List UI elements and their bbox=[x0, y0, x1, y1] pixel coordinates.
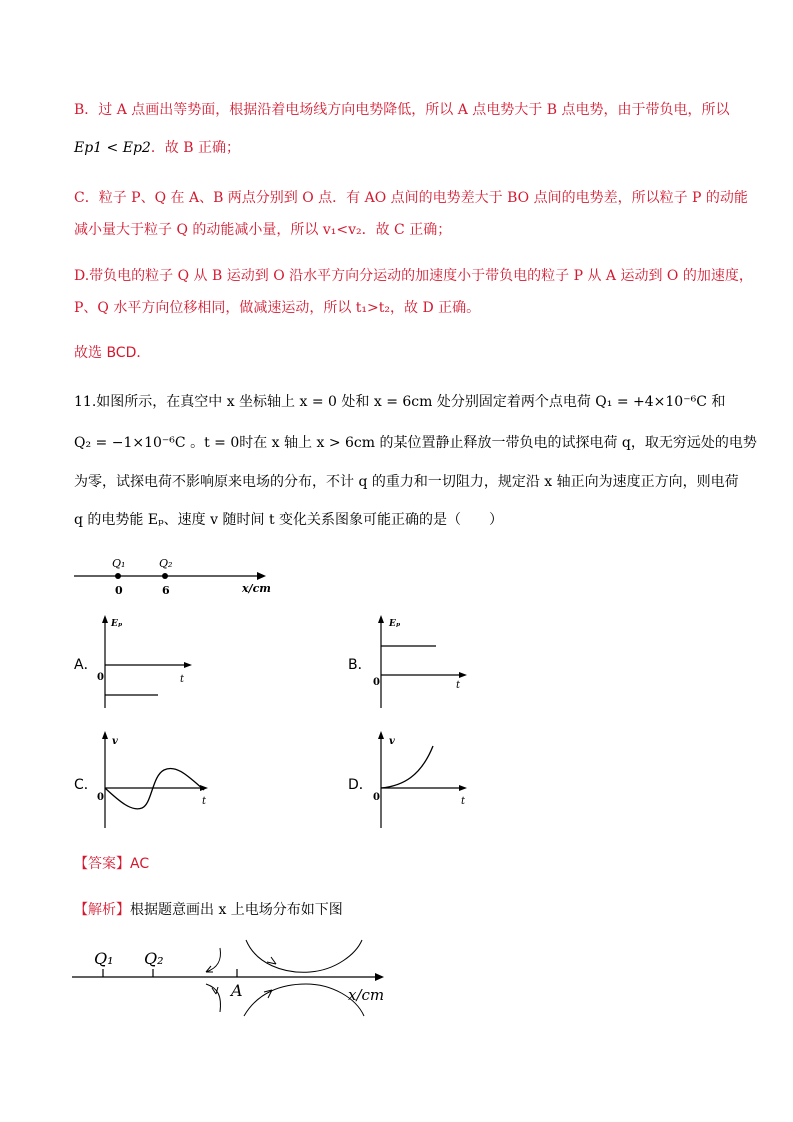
origin-label: 0 bbox=[97, 672, 104, 683]
analysis-line bbox=[74, 898, 724, 922]
unit-label: x/cm bbox=[348, 986, 385, 1004]
option-c-label: C． bbox=[74, 777, 98, 793]
charge-axis-figure bbox=[70, 552, 280, 602]
y-label: v bbox=[112, 736, 118, 747]
axis-arrow bbox=[375, 973, 384, 981]
q1-label: Q₁ bbox=[94, 949, 114, 968]
explanation-b-tail: ．故 B 正确； bbox=[150, 140, 241, 156]
q2-label: Q₂ bbox=[159, 557, 173, 570]
q1-charge-dot bbox=[115, 573, 121, 579]
y-label: v bbox=[389, 736, 395, 747]
y-label: Eₚ bbox=[111, 619, 123, 629]
option-b-graph bbox=[367, 612, 477, 712]
tick-6-label: 6 bbox=[162, 584, 170, 597]
t-axis-arrow bbox=[459, 672, 467, 678]
analysis-tag: 【解析】 bbox=[74, 902, 130, 918]
option-c-graph bbox=[92, 728, 217, 830]
field-figure bbox=[66, 932, 396, 1028]
option-d-label: D． bbox=[348, 777, 373, 793]
point-a-label: A bbox=[231, 981, 243, 1000]
explanation-c-line2: 减小量大于粒子 Q 的动能减小量，所以 v₁<v₂．故 C 正确； bbox=[74, 222, 452, 238]
velocity-curve bbox=[381, 746, 433, 788]
field-line-left-lower bbox=[206, 984, 220, 1012]
explanation-c-line1: C．粒子 P、Q 在 A、B 两点分别到 O 点．有 AO 点间的电势差大于 BO 点间的电势差，所以粒子 P 的动能 bbox=[74, 190, 748, 206]
answer-line bbox=[74, 852, 724, 876]
tick-0-label: 0 bbox=[115, 584, 123, 597]
explanation-d-line1: D.带负电的粒子 Q 从 B 运动到 O 沿水平方向分运动的加速度小于带负电的粒子 P 从 A 运动到 O 的加速度， bbox=[74, 268, 753, 284]
option-d-graph bbox=[367, 728, 477, 830]
explanation-conclusion: 故选 BCD． bbox=[74, 345, 151, 361]
y-axis-arrow bbox=[378, 731, 384, 739]
explanation-d-line2: P、Q 水平方向位移相同，做减速运动，所以 t₁>t₂，故 D 正确。 bbox=[74, 300, 481, 316]
arrow-left-lower bbox=[212, 987, 218, 994]
x-label: t bbox=[461, 796, 466, 807]
option-a-label: A． bbox=[74, 657, 98, 673]
answer-tag: 【答案】 bbox=[74, 856, 130, 872]
question-line4: q 的电势能 Eₚ、速度 v 随时间 t 变化关系图象可能正确的是（ ） bbox=[74, 512, 504, 528]
q2-label: Q₂ bbox=[144, 949, 164, 968]
origin-label: 0 bbox=[97, 792, 104, 803]
y-axis-arrow bbox=[378, 615, 384, 623]
y-axis-arrow bbox=[102, 615, 108, 623]
unit-label: x/cm bbox=[242, 582, 271, 595]
t-axis-arrow bbox=[459, 785, 467, 791]
x-label: t bbox=[202, 796, 207, 807]
explanation-b-line2 bbox=[74, 136, 724, 160]
origin-label: 0 bbox=[373, 677, 380, 688]
ep-formula: Ep1 < Ep2 bbox=[74, 140, 151, 156]
y-label: Eₚ bbox=[389, 619, 401, 629]
velocity-curve bbox=[105, 768, 204, 808]
origin-label: 0 bbox=[373, 792, 380, 803]
x-label: t bbox=[456, 680, 461, 691]
arrow-right-upper bbox=[267, 957, 276, 964]
question-line1: 11.如图所示，在真空中 x 坐标轴上 x = 0 处和 x = 6cm 处分别固定着两个点电荷 Q₁ = +4×10⁻⁶C 和 bbox=[74, 394, 726, 410]
q1-label: Q₁ bbox=[112, 557, 126, 570]
field-line-left-upper bbox=[206, 948, 220, 972]
question-line3: 为零，试探电荷不影响原来电场的分布，不计 q 的重力和一切阻力，规定沿 x 轴正向为速度正方向，则电荷 bbox=[74, 474, 739, 490]
axis-arrow bbox=[257, 572, 266, 580]
explanation-b-line1: B．过 A 点画出等势面，根据沿着电场线方向电势降低，所以 A 点电势大于 B 点电势，由于带负电，所以 bbox=[74, 102, 730, 118]
field-line-right-upper bbox=[246, 940, 362, 972]
question-line2: Q₂ = −1×10⁻⁶C 。t = 0时在 x 轴上 x > 6cm 的某位置静止释放一带负电的试探电荷 q，取无穷远处的电势 bbox=[74, 435, 757, 451]
q2-charge-dot bbox=[162, 573, 168, 579]
analysis-text: 根据题意画出 x 上电场分布如下图 bbox=[130, 902, 343, 918]
field-line-right-lower bbox=[244, 984, 364, 1016]
option-a-graph bbox=[92, 612, 202, 712]
y-axis-arrow bbox=[102, 731, 108, 739]
option-b-label: B． bbox=[348, 657, 372, 673]
x-label: t bbox=[180, 674, 185, 685]
answer-value: AC bbox=[130, 856, 150, 872]
t-axis-arrow bbox=[184, 662, 192, 668]
